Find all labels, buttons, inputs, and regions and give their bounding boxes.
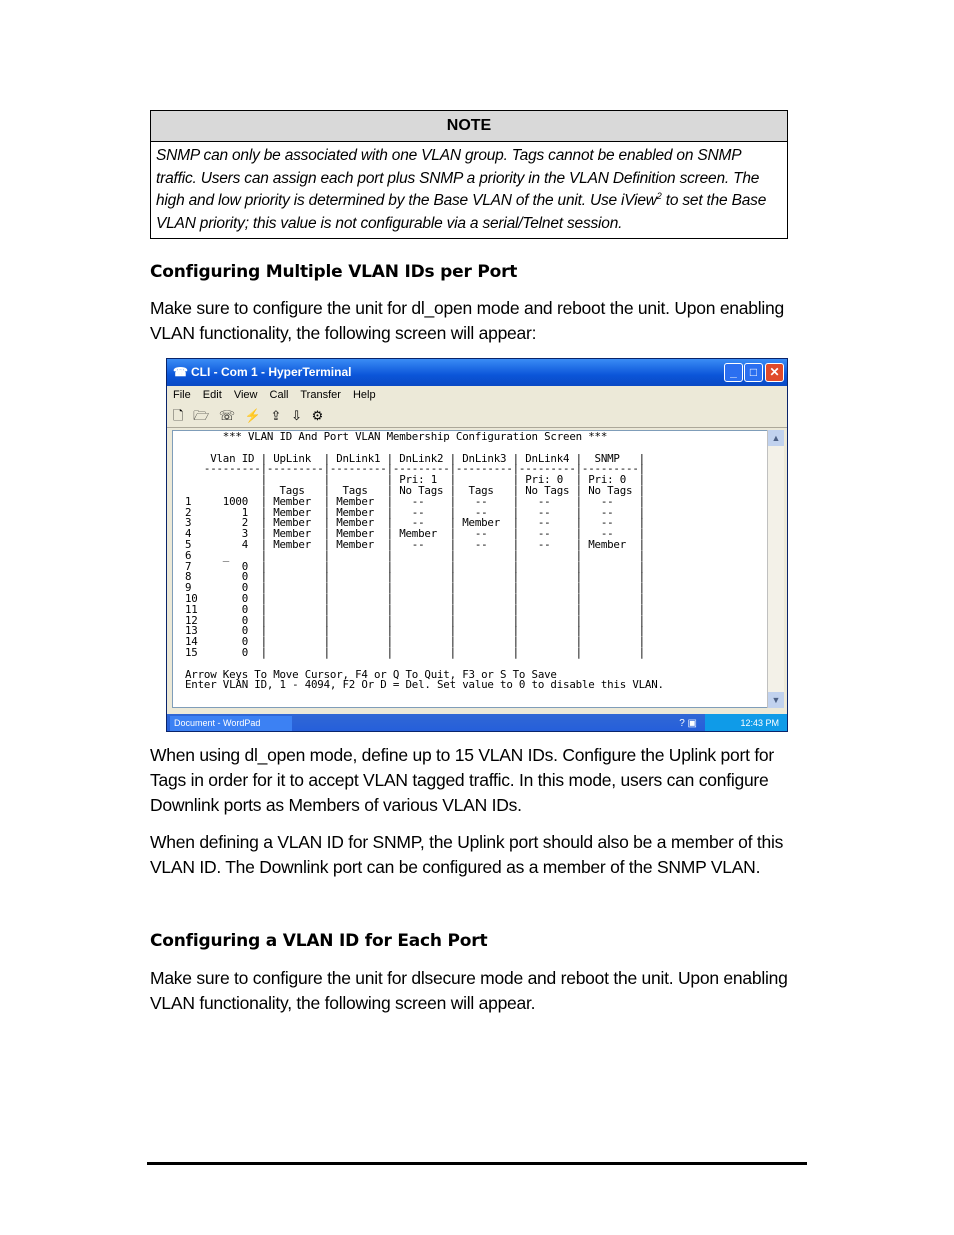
terminal-line: 15 0 | | | | | | | bbox=[185, 645, 645, 659]
new-icon[interactable]: 🗋 bbox=[173, 408, 184, 423]
taskbar-item-wordpad[interactable]: Document - WordPad bbox=[170, 716, 292, 731]
terminal-line: Arrow Keys To Move Cursor, F4 or Q To Quit, F3 or S To Save bbox=[185, 667, 557, 681]
terminal-line: 1 1000 | Member | Member | -- | -- | -- | -- | bbox=[185, 494, 645, 508]
terminal-line: Enter VLAN ID, 1 - 4094, F2 Or D = Del. Set value to 0 to disable this VLAN. bbox=[185, 678, 664, 692]
terminal-line: | Tags | Tags | No Tags | Tags | No Tags | No Tags | bbox=[185, 483, 645, 497]
section2-intro: Make sure to configure the unit for dlsecure mode and reboot the unit. Upon enabling VLAN functionality, the following screen will appear. bbox=[150, 968, 788, 1013]
note-text-part1: SNMP can only be associated with one VLAN group. Tags cannot be enabled on SNMP traffic. Users can assign each port plus SNMP a priority in the VLAN Definition screen. The high and low priority is determined by the Base VLAN of the unit. Use iView bbox=[156, 147, 760, 209]
menu-edit[interactable]: Edit bbox=[202, 389, 222, 401]
disconnect-icon[interactable]: ⚡ bbox=[244, 408, 261, 423]
terminal-line: 13 0 | | | | | | | bbox=[185, 624, 645, 638]
terminal-line: | | | Pri: 1 | | Pri: 0 | Pri: 0 | bbox=[185, 473, 645, 487]
terminal-text bbox=[173, 431, 768, 691]
tray-icons: ? ▣ bbox=[679, 718, 697, 729]
note-superscript: 2 bbox=[656, 190, 662, 201]
menu-file[interactable]: File bbox=[173, 389, 191, 401]
send-icon[interactable]: ⇪ bbox=[270, 408, 282, 423]
properties-icon[interactable]: ⚙ bbox=[311, 408, 324, 423]
terminal-line: 14 0 | | | | | | | bbox=[185, 635, 645, 649]
terminal-line: Vlan ID | UpLink | DnLink1 | DnLink2 | DnLink3 | DnLink4 | SNMP | bbox=[185, 451, 645, 465]
terminal-line: 2 1 | Member | Member | -- | -- | -- | -- | bbox=[185, 505, 645, 519]
section1-after1: When using dl_open mode, define up to 15 VLAN IDs. Configure the Uplink port for Tags in order for it to accept VLAN tagged traffic. In this mode, users can configure Downlink ports as Members of various VLAN IDs. bbox=[150, 745, 774, 815]
terminal-line: 10 0 | | | | | | | bbox=[185, 591, 645, 605]
terminal-scrollbar[interactable] bbox=[767, 430, 784, 708]
menu-bar bbox=[167, 386, 787, 405]
terminal-line: ---------|---------|---------|---------|---------|---------|---------| bbox=[185, 462, 645, 476]
terminal-line: 6 _ | | | | | | | bbox=[185, 548, 645, 562]
terminal-line: *** VLAN ID And Port VLAN Membership Configuration Screen *** bbox=[185, 430, 608, 443]
open-icon[interactable]: 🗁 bbox=[193, 408, 210, 423]
terminal-line: 3 2 | Member | Member | -- | Member | -- | -- | bbox=[185, 516, 645, 530]
terminal-line: 12 0 | | | | | | | bbox=[185, 613, 645, 627]
menu-help[interactable]: Help bbox=[352, 389, 376, 401]
terminal-line: 4 3 | Member | Member | Member | -- | -- | -- | bbox=[185, 527, 645, 541]
scroll-up-icon[interactable]: ▲ bbox=[768, 430, 784, 446]
menu-view[interactable]: View bbox=[233, 389, 258, 401]
close-button[interactable]: ✕ bbox=[765, 363, 784, 382]
maximize-button[interactable]: □ bbox=[744, 363, 763, 382]
terminal-line: 8 0 | | | | | | | bbox=[185, 570, 645, 584]
terminal-line: 11 0 | | | | | | | bbox=[185, 602, 645, 616]
terminal-screen[interactable] bbox=[172, 430, 769, 708]
section2-heading: Configuring a VLAN ID for Each Port bbox=[150, 931, 488, 951]
taskbar bbox=[167, 714, 787, 732]
clock: 12:43 PM bbox=[705, 714, 787, 732]
receive-icon[interactable]: ⇩ bbox=[291, 408, 302, 423]
footer-rule bbox=[147, 1162, 807, 1165]
note-text-part2: to set the Base VLAN priority; this value is not configurable via a serial/Telnet session. bbox=[156, 192, 767, 232]
call-icon[interactable]: ☏ bbox=[218, 408, 236, 423]
terminal-line: 5 4 | Member | Member | -- | -- | -- | Member | bbox=[185, 537, 645, 551]
hyperterminal-icon: ☎ bbox=[173, 365, 188, 379]
note-header: NOTE bbox=[151, 111, 787, 142]
terminal-line: 7 0 | | | | | | | bbox=[185, 559, 645, 573]
note-text bbox=[151, 142, 787, 238]
window-titlebar bbox=[167, 359, 787, 386]
minimize-button[interactable]: _ bbox=[724, 363, 743, 382]
section1-intro: Make sure to configure the unit for dl_open mode and reboot the unit. Upon enabling VLAN functionality, the following screen will appear: bbox=[150, 298, 784, 343]
toolbar bbox=[167, 405, 787, 428]
note-box bbox=[150, 110, 788, 239]
terminal-line: 9 0 | | | | | | | bbox=[185, 581, 645, 595]
hyperterminal-window bbox=[166, 358, 788, 732]
menu-transfer[interactable]: Transfer bbox=[300, 389, 341, 401]
section1-heading: Configuring Multiple VLAN IDs per Port bbox=[150, 262, 518, 282]
window-title: CLI - Com 1 - HyperTerminal bbox=[191, 365, 352, 379]
section1-after2: When defining a VLAN ID for SNMP, the Uplink port should also be a member of this VLAN ID. The Downlink port can be configured as a member of the SNMP VLAN. bbox=[150, 832, 784, 877]
menu-call[interactable]: Call bbox=[269, 389, 289, 401]
scroll-down-icon[interactable]: ▼ bbox=[768, 692, 784, 708]
